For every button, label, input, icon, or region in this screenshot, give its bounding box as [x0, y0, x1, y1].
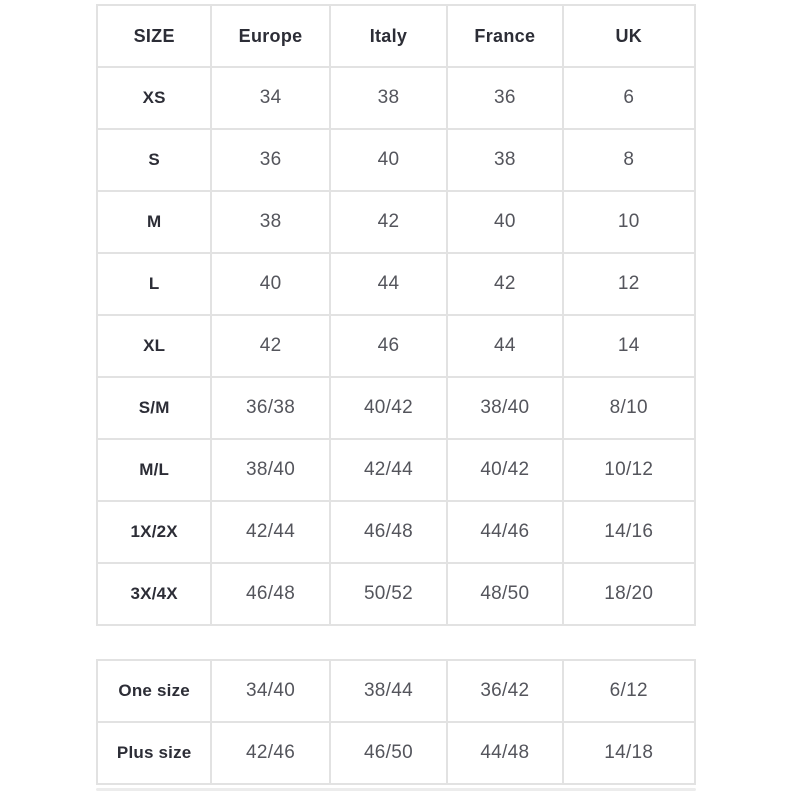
- size-value: 40: [211, 253, 329, 315]
- size-value: 48/50: [447, 563, 562, 625]
- size-value: 38: [447, 129, 562, 191]
- size-value: 46: [330, 315, 447, 377]
- size-value: 38/44: [330, 660, 447, 722]
- size-value: 42: [447, 253, 562, 315]
- size-value: 8: [563, 129, 695, 191]
- size-value: 34/40: [211, 660, 329, 722]
- size-value: 14: [563, 315, 695, 377]
- size-value: 38: [211, 191, 329, 253]
- table-row-m: [97, 191, 695, 253]
- size-conversion-table: [96, 4, 696, 626]
- size-label: M: [97, 191, 211, 253]
- size-value: 42/44: [330, 439, 447, 501]
- size-value: 12: [563, 253, 695, 315]
- size-label: XS: [97, 67, 211, 129]
- table-row-xs: [97, 67, 695, 129]
- size-value: 44/46: [447, 501, 562, 563]
- column-header-europe: Europe: [211, 5, 329, 67]
- size-value: 44/48: [447, 722, 562, 784]
- size-value: 40: [330, 129, 447, 191]
- column-header-italy: Italy: [330, 5, 447, 67]
- size-value: 34: [211, 67, 329, 129]
- size-label: S: [97, 129, 211, 191]
- size-value: 44: [447, 315, 562, 377]
- size-value: 36: [211, 129, 329, 191]
- size-value: 42: [211, 315, 329, 377]
- size-label: Plus size: [97, 722, 211, 784]
- size-label: S/M: [97, 377, 211, 439]
- size-value: 38: [330, 67, 447, 129]
- size-value: 6/12: [563, 660, 695, 722]
- size-value: 46/50: [330, 722, 447, 784]
- size-value: 50/52: [330, 563, 447, 625]
- size-value: 42: [330, 191, 447, 253]
- table-row-xl: [97, 315, 695, 377]
- size-value: 38/40: [211, 439, 329, 501]
- size-value: 38/40: [447, 377, 562, 439]
- table-row-1x2x: [97, 501, 695, 563]
- size-value: 14/16: [563, 501, 695, 563]
- column-header-size: SIZE: [97, 5, 211, 67]
- table-row-sm: [97, 377, 695, 439]
- size-value: 10: [563, 191, 695, 253]
- size-value: 40: [447, 191, 562, 253]
- size-value: 36/42: [447, 660, 562, 722]
- scrollbar-track: [96, 788, 696, 791]
- size-value: 36: [447, 67, 562, 129]
- size-label: 3X/4X: [97, 563, 211, 625]
- size-value: 6: [563, 67, 695, 129]
- header-row: [97, 5, 695, 67]
- size-value: 42/46: [211, 722, 329, 784]
- tables-container: [96, 4, 696, 791]
- size-value: 42/44: [211, 501, 329, 563]
- size-value: 44: [330, 253, 447, 315]
- table-row-3x4x: [97, 563, 695, 625]
- size-value: 40/42: [447, 439, 562, 501]
- size-value: 46/48: [330, 501, 447, 563]
- special-sizes-table: [96, 659, 696, 785]
- size-label: XL: [97, 315, 211, 377]
- column-header-france: France: [447, 5, 562, 67]
- table-row-ml: [97, 439, 695, 501]
- table-row-s: [97, 129, 695, 191]
- table-row-one-size: [97, 660, 695, 722]
- table-row-l: [97, 253, 695, 315]
- size-value: 40/42: [330, 377, 447, 439]
- size-label: M/L: [97, 439, 211, 501]
- size-value: 18/20: [563, 563, 695, 625]
- size-label: L: [97, 253, 211, 315]
- size-value: 14/18: [563, 722, 695, 784]
- size-label: 1X/2X: [97, 501, 211, 563]
- table-row-plus-size: [97, 722, 695, 784]
- column-header-uk: UK: [563, 5, 695, 67]
- size-label: One size: [97, 660, 211, 722]
- size-value: 10/12: [563, 439, 695, 501]
- size-value: 46/48: [211, 563, 329, 625]
- size-value: 36/38: [211, 377, 329, 439]
- size-value: 8/10: [563, 377, 695, 439]
